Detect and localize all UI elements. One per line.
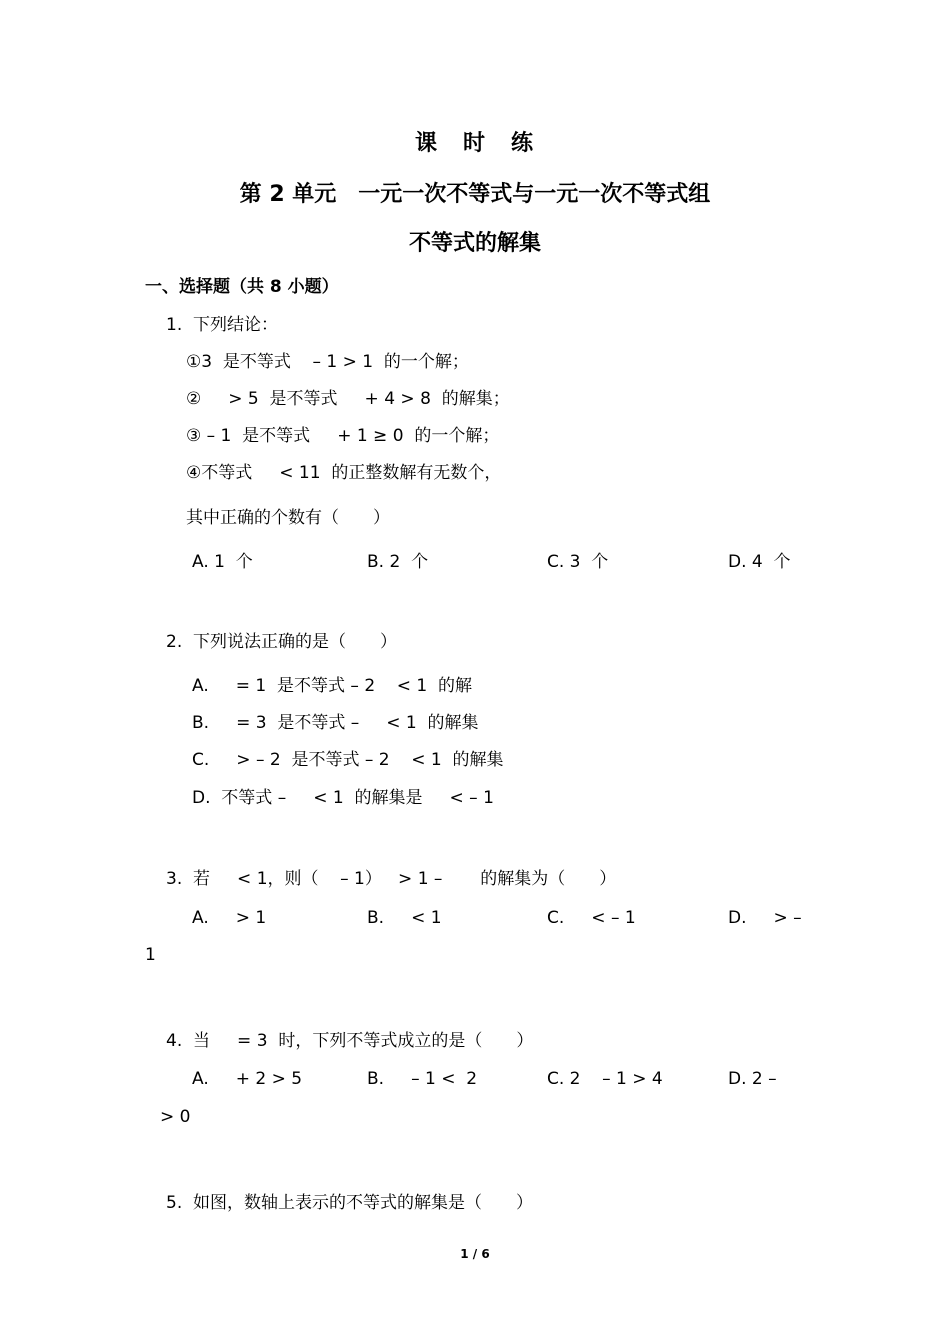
option-b: B. = 3 是不等式 – < 1 的解集 — [192, 713, 479, 733]
statement-2: ② > 5 是不等式 + 4 > 8 的解集； — [186, 389, 510, 409]
unit-title: 第 2 单元 一元一次不等式与一元一次不等式组 — [239, 182, 711, 207]
page-number: 1 / 6 — [460, 1247, 490, 1261]
option-d: D. 不等式 – < 1 的解集是 < – 1 — [192, 788, 494, 808]
option-a: A. = 1 是不等式 – 2 < 1 的解 — [192, 676, 473, 696]
option-c: C. > – 2 是不等式 – 2 < 1 的解集 — [192, 750, 504, 770]
option-c: C. 3 个 — [547, 552, 609, 572]
question-stem: 2. 下列说法正确的是（ ） — [166, 632, 398, 652]
option-a: A. > 1 — [192, 908, 267, 928]
statement-3: ③ – 1 是不等式 + 1 ≥ 0 的一个解； — [186, 426, 500, 446]
option-c: C. 2 – 1 > 4 — [547, 1069, 663, 1089]
option-d-wrap: > 0 — [160, 1107, 191, 1127]
question-stem: 5. 如图，数轴上表示的不等式的解集是（ ） — [166, 1193, 534, 1213]
lesson-title: 不等式的解集 — [408, 231, 541, 256]
question-stem: 3. 若 < 1，则（ – 1） > 1 – 的解集为（ ） — [166, 869, 617, 889]
option-d: D. 4 个 — [728, 552, 791, 572]
option-a: A. + 2 > 5 — [192, 1069, 303, 1089]
statement-1: ①3 是不等式 – 1 > 1 的一个解； — [186, 352, 469, 372]
page-title: 课 时 练 — [414, 131, 535, 156]
option-b: B. – 1 < 2 — [367, 1069, 478, 1089]
statement-4: ④不等式 < 11 的正整数解有无数个， — [186, 463, 502, 483]
option-b: B. < 1 — [367, 908, 442, 928]
option-c: C. < – 1 — [547, 908, 636, 928]
option-d: D. > – — [728, 908, 802, 928]
option-d: D. 2 – — [728, 1069, 777, 1089]
option-a: A. 1 个 — [192, 552, 253, 572]
option-b: B. 2 个 — [367, 552, 429, 572]
question-stem: 1. 下列结论： — [166, 315, 279, 335]
section-heading: 一、选择题（共 8 小题） — [145, 277, 339, 297]
question-ask: 其中正确的个数有（ ） — [186, 508, 390, 528]
question-stem: 4. 当 = 3 时，下列不等式成立的是（ ） — [166, 1031, 534, 1051]
option-d-wrap: 1 — [145, 945, 156, 965]
